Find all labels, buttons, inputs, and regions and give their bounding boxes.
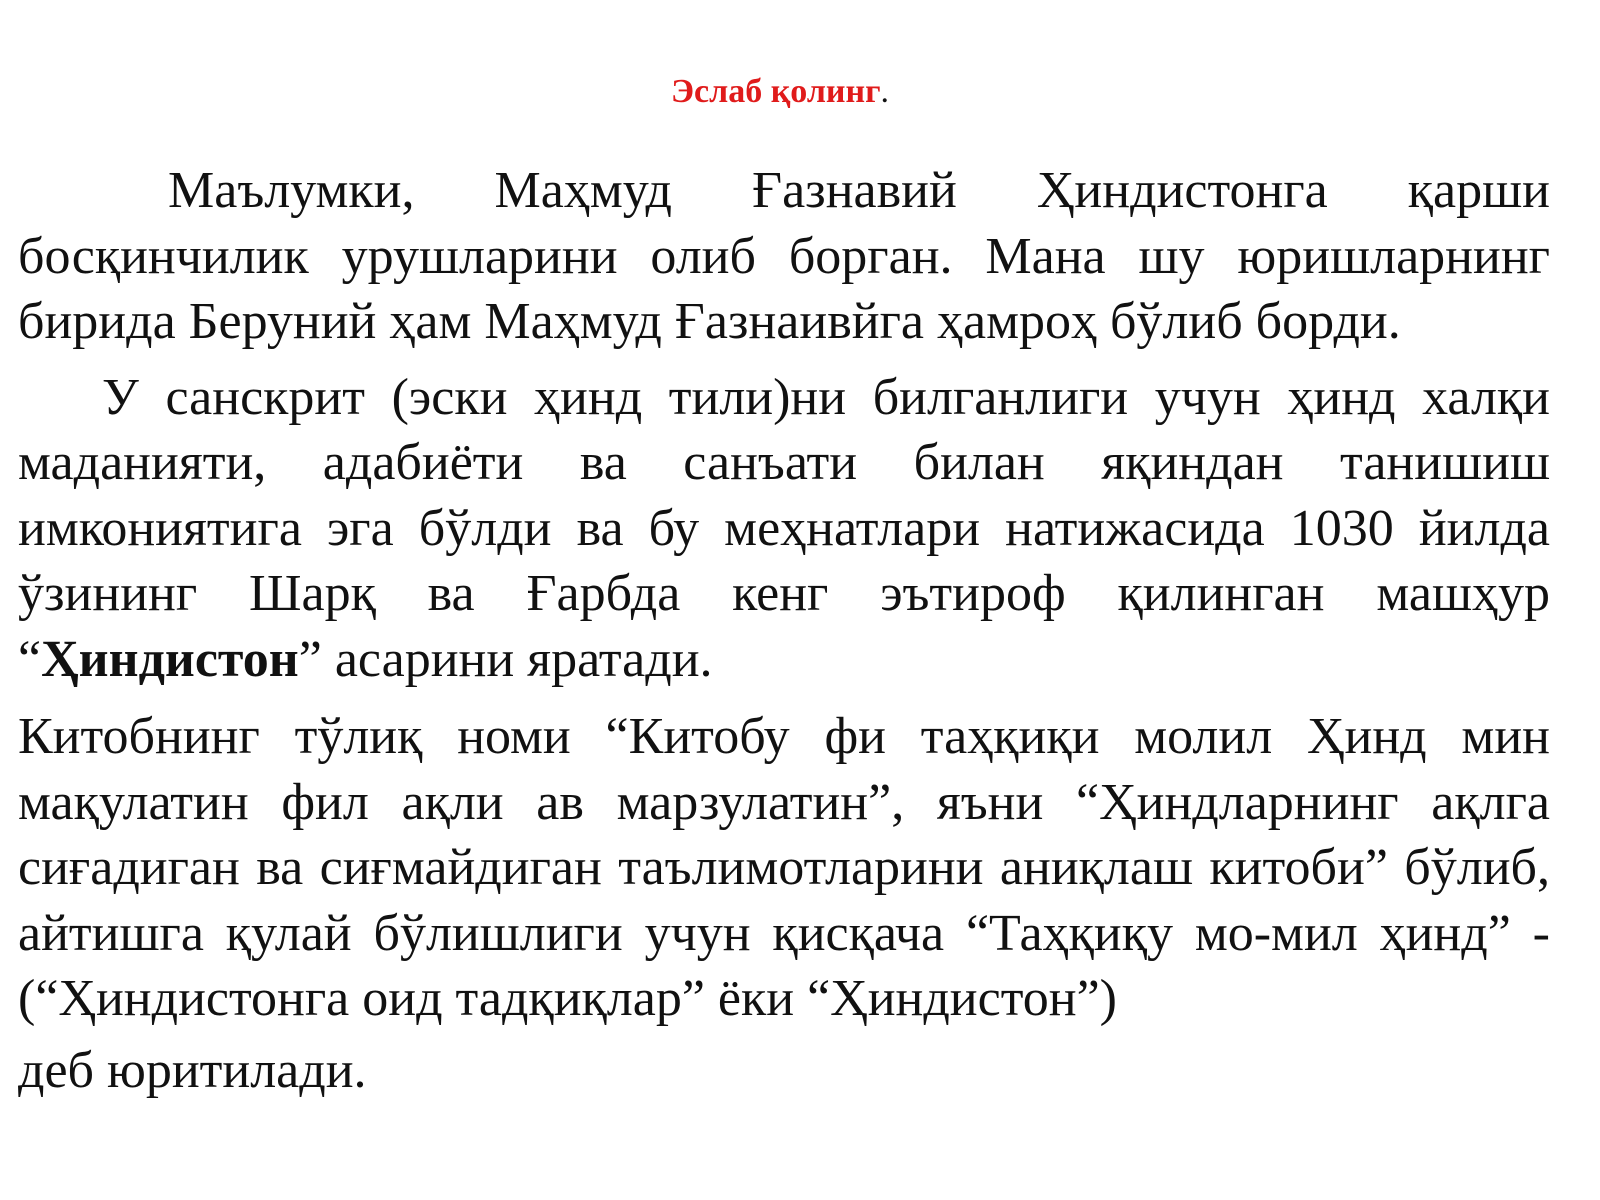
book-title-bold: Ҳиндистон <box>41 630 299 688</box>
body-text <box>18 158 1550 1106</box>
title-punct: . <box>880 73 890 110</box>
slide-title <box>0 72 1560 112</box>
title-highlight: Эслаб қолинг <box>670 73 881 110</box>
paragraph-2-end: ” асарини яратади. <box>298 630 713 688</box>
paragraph-3: Китобнинг тўлиқ номи “Китобу фи таҳқиқи молил Ҳинд мин мақулатин фил ақли ав марзулатин”, яъни “Ҳиндларнинг ақлга сиғадиган ва сиғмайдиган таълимотларини аниқлаш китоби” бўлиб, айтишга қулай бўлишлиги учун қисқача “Таҳқиқу мо-мил ҳинд” - (“Ҳиндистонга оид тадқиқлар” ёки “Ҳиндистон”) <box>18 708 1550 1027</box>
paragraph-3-last-line: деб юритилади. <box>18 1041 367 1099</box>
paragraph-2-text: У санскрит (эски ҳинд тили)ни билганлиги учун ҳинд халқи маданияти, адабиёти ва санъати билан яқиндан танишиш имкониятига эга бўлди ва бу меҳнатлари натижасида 1030 йилда ўзининг Шарқ ва Ғарбда кенг эътироф қилинган машҳур “ <box>18 368 1550 688</box>
paragraph-1: Маълумки, Маҳмуд Ғазнавий Ҳиндистонга қарши босқинчилик урушларини олиб борган. Мана шу юришларнинг бирида Беруний ҳам Маҳмуд Ғазнаивйга ҳамроҳ бўлиб борди. <box>18 162 1550 350</box>
paragraph-2 <box>18 365 1550 693</box>
